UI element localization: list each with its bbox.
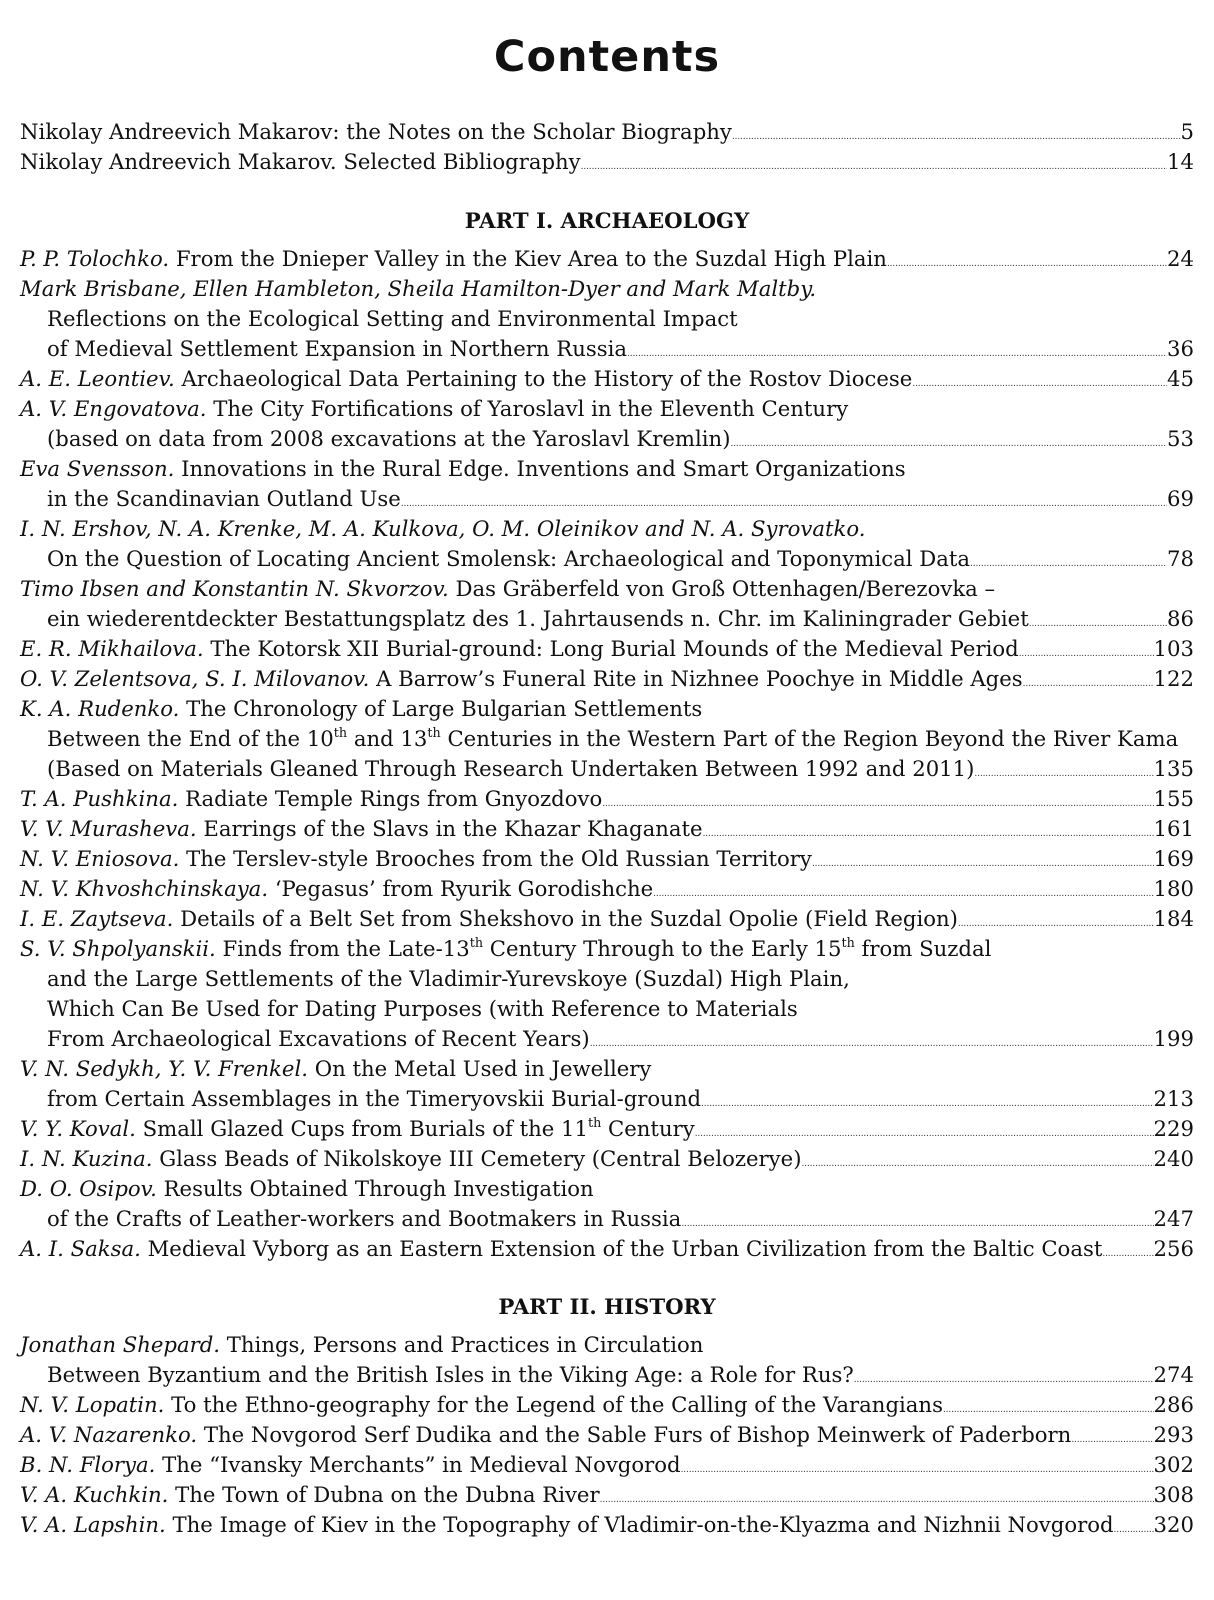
entry-author: V. V. Murasheva. — [20, 816, 197, 841]
toc-entry-line — [47, 604, 1194, 634]
page-number: 180 — [1153, 876, 1194, 901]
toc-entry-line — [20, 784, 1194, 814]
toc-entry-line — [20, 1144, 1194, 1174]
page-number: 24 — [1167, 246, 1194, 271]
entry-title: Between the End of the 10th and 13th Centuries in the Western Part of the Region Beyond the River Kama — [47, 725, 1179, 751]
toc-entry-line — [47, 1360, 1194, 1390]
entry-author: V. Y. Koval. — [20, 1116, 136, 1141]
toc-entry-line — [47, 1084, 1194, 1114]
entry-title: N. V. Lopatin. To the Ethno-geography for the Legend of the Calling of the Varangians — [20, 1392, 943, 1417]
toc-entry-line — [47, 964, 1194, 994]
entry-author: N. V. Lopatin. — [20, 1392, 165, 1417]
entry-title: N. V. Eniosova. The Terslev-style Brooches from the Old Russian Territory — [20, 846, 812, 871]
page-number: 256 — [1153, 1236, 1194, 1261]
toc-entry-line — [20, 364, 1194, 394]
toc-entry-line — [47, 484, 1194, 514]
entry-title: T. A. Pushkina. Radiate Temple Rings from Gnyozdovo — [20, 786, 603, 811]
entry-title: B. N. Florya. The “Ivansky Merchants” in Medieval Novgorod — [20, 1452, 681, 1477]
entry-title: and the Large Settlements of the Vladimir-Yurevskoye (Suzdal) High Plain, — [47, 966, 850, 991]
toc-entry-line — [20, 814, 1194, 844]
entry-title: V. V. Murasheva. Earrings of the Slavs in the Khazar Khaganate — [20, 816, 703, 841]
toc-entry-line — [20, 574, 1194, 604]
page-number: 5 — [1180, 119, 1194, 144]
toc-entry-line — [47, 1204, 1194, 1234]
entry-author: N. V. Khvoshchinskaya. — [20, 876, 269, 901]
entry-author: E. R. Mikhailova. — [20, 636, 204, 661]
entry-title: I. N. Kuzina. Glass Beads of Nikolskoye III Cemetery (Central Belozerye) — [20, 1146, 802, 1171]
entry-title: A. V. Engovatova. The City Fortifications of Yaroslavl in the Eleventh Century — [20, 396, 849, 421]
toc-entry-line — [20, 1174, 1194, 1204]
toc-entry-line — [20, 664, 1194, 694]
toc-entry-line — [47, 994, 1194, 1024]
entry-title: N. V. Khvoshchinskaya. ‘Pegasus’ from Ryurik Gorodishche — [20, 876, 654, 901]
toc-entry-line — [20, 1510, 1194, 1540]
toc-entry-line — [20, 1054, 1194, 1084]
entry-title: P. P. Tolochko. From the Dnieper Valley in the Kiev Area to the Suzdal High Plain — [20, 246, 887, 271]
toc-entry — [20, 147, 1194, 177]
entry-title: V. A. Kuchkin. The Town of Dubna on the Dubna River — [20, 1482, 600, 1507]
toc-entry-line — [20, 274, 1194, 304]
entry-title: Nikolay Andreevich Makarov: the Notes on the Scholar Biography — [20, 119, 732, 144]
entry-author: Mark Brisbane, Ellen Hambleton, Sheila Hamilton-Dyer and Mark Maltby. — [20, 276, 817, 301]
entry-author: V. A. Kuchkin. — [20, 1482, 169, 1507]
page-number: 247 — [1153, 1206, 1194, 1231]
toc-entry-line — [20, 904, 1194, 934]
entry-title: E. R. Mikhailova. The Kotorsk XII Burial-ground: Long Burial Mounds of the Medieval Period — [20, 636, 1019, 661]
toc-entry-line — [20, 1390, 1194, 1420]
entry-author: K. A. Rudenko. — [20, 696, 180, 721]
toc-entry-line — [20, 454, 1194, 484]
page-title: Contents — [493, 32, 721, 82]
entry-author: A. V. Nazarenko. — [20, 1422, 198, 1447]
entry-title: in the Scandinavian Outland Use — [47, 486, 401, 511]
page-number: 45 — [1167, 366, 1194, 391]
page-number: 286 — [1153, 1392, 1194, 1417]
entry-author: V. N. Sedykh, Y. V. Frenkel. — [20, 1056, 308, 1081]
page-number: 240 — [1153, 1146, 1194, 1171]
entry-author: I. N. Ershov, N. A. Krenke, M. A. Kulkova, O. M. Oleinikov and N. A. Syrovatko. — [20, 516, 866, 541]
entry-author: T. A. Pushkina. — [20, 786, 179, 811]
entry-title: V. A. Lapshin. The Image of Kiev in the Topography of Vladimir-on-the-Klyazma and Nizhnii Novgorod — [20, 1512, 1114, 1537]
toc-entry-line — [47, 544, 1194, 574]
entry-author: V. A. Lapshin. — [20, 1512, 166, 1537]
entry-author: Jonathan Shepard. — [20, 1332, 221, 1357]
toc-entry-line — [47, 304, 1194, 334]
entry-title: V. N. Sedykh, Y. V. Frenkel. On the Metal Used in Jewellery — [20, 1056, 652, 1081]
entry-title: V. Y. Koval. Small Glazed Cups from Burials of the 11th Century — [20, 1115, 695, 1141]
toc-entry-line — [20, 844, 1194, 874]
entry-author: P. P. Tolochko. — [20, 246, 170, 271]
toc-entry-line — [20, 1480, 1194, 1510]
entry-title: A. I. Saksa. Medieval Vyborg as an Eastern Extension of the Urban Civilization from the Baltic Coast — [20, 1236, 1103, 1261]
toc-entry-line — [20, 1420, 1194, 1450]
page-number: 78 — [1167, 546, 1194, 571]
entry-title: I. E. Zaytseva. Details of a Belt Set from Shekshovo in the Suzdal Opolie (Field Region) — [20, 906, 958, 931]
entry-author: O. V. Zelentsova, S. I. Milovanov. — [20, 666, 370, 691]
entry-author: B. N. Florya. — [20, 1452, 156, 1477]
toc-entry — [20, 117, 1194, 147]
entry-author: Eva Svensson. — [20, 456, 175, 481]
page-number: 103 — [1153, 636, 1194, 661]
page-number: 161 — [1153, 816, 1194, 841]
toc-entry-line — [20, 934, 1194, 964]
page-number: 213 — [1153, 1086, 1194, 1111]
entry-author: N. V. Eniosova. — [20, 846, 180, 871]
entry-title: S. V. Shpolyanskii. Finds from the Late-13th Century Through to the Early 15th from Suzdal — [20, 935, 992, 961]
page-number: 69 — [1167, 486, 1194, 511]
entry-title: From Archaeological Excavations of Recent Years) — [47, 1026, 590, 1051]
entry-title: Jonathan Shepard. Things, Persons and Practices in Circulation — [20, 1332, 704, 1357]
entry-author: A. V. Engovatova. — [20, 396, 207, 421]
entry-author: I. N. Kuzina. — [20, 1146, 153, 1171]
toc-entry-line — [20, 1234, 1194, 1264]
page-number: 155 — [1153, 786, 1194, 811]
entry-title: Eva Svensson. Innovations in the Rural Edge. Inventions and Smart Organizations — [20, 456, 906, 481]
page-number: 122 — [1153, 666, 1194, 691]
part-heading: PART II. HISTORY — [498, 1294, 716, 1319]
entry-title: ein wiederentdeckter Bestattungsplatz des 1. Jahrtausends n. Chr. im Kaliningrader Gebiet — [47, 606, 1029, 631]
entry-author: S. V. Shpolyanskii. — [20, 936, 216, 961]
page-number: 86 — [1167, 606, 1194, 631]
entry-title: (based on data from 2008 excavations at the Yaroslavl Kremlin) — [47, 426, 731, 451]
entry-title: Reflections on the Ecological Setting and Environmental Impact — [47, 306, 738, 331]
entry-title: D. O. Osipov. Results Obtained Through Investigation — [20, 1176, 594, 1201]
toc-entry-line — [20, 514, 1194, 544]
toc-entry-line — [20, 1114, 1194, 1144]
toc-entry-line — [20, 244, 1194, 274]
entry-title: Nikolay Andreevich Makarov. Selected Bibliography — [20, 149, 581, 174]
leader-dots — [1114, 1510, 1154, 1545]
toc-entry-line — [20, 874, 1194, 904]
page-number: 302 — [1153, 1452, 1194, 1477]
page-number: 135 — [1153, 756, 1194, 781]
page-number: 320 — [1153, 1512, 1194, 1537]
leader-dots — [1102, 1234, 1153, 1269]
page-number: 308 — [1153, 1482, 1194, 1507]
page-number: 14 — [1167, 149, 1194, 174]
entry-title: of Medieval Settlement Expansion in Northern Russia — [47, 336, 628, 361]
toc-entry-line — [47, 724, 1194, 754]
page-number: 229 — [1153, 1116, 1194, 1141]
entry-title: from Certain Assemblages in the Timeryovskii Burial-ground — [47, 1086, 702, 1111]
entry-title — [20, 274, 816, 304]
toc-entry-line — [20, 634, 1194, 664]
toc-entry-line — [20, 1330, 1194, 1360]
part-heading: PART I. ARCHAEOLOGY — [464, 208, 750, 233]
entry-title: A. E. Leontiev. Archaeological Data Pertaining to the History of the Rostov Diocese — [20, 366, 913, 391]
entry-title: K. A. Rudenko. The Chronology of Large Bulgarian Settlements — [20, 696, 703, 721]
entry-author: A. E. Leontiev. — [20, 366, 175, 391]
page-number: 184 — [1153, 906, 1194, 931]
toc-entry-line — [47, 1024, 1194, 1054]
entry-title: Which Can Be Used for Dating Purposes (with Reference to Materials — [47, 996, 798, 1021]
toc-entry-line — [47, 754, 1194, 784]
toc-entry-line — [47, 334, 1194, 364]
entry-title: On the Question of Locating Ancient Smolensk: Archaeological and Toponymical Data — [47, 546, 971, 571]
entry-author: A. I. Saksa. — [20, 1236, 141, 1261]
page-number: 53 — [1167, 426, 1194, 451]
entry-title: Timo Ibsen and Konstantin N. Skvorzov. Das Gräberfeld von Groß Ottenhagen/Berezovka – — [20, 576, 996, 601]
toc-entry-line — [20, 1450, 1194, 1480]
entry-title: O. V. Zelentsova, S. I. Milovanov. A Barrow’s Funeral Rite in Nizhnee Poochye in Middle Ages — [20, 666, 1023, 691]
toc-entry-line — [20, 694, 1194, 724]
entry-title: (Based on Materials Gleaned Through Research Undertaken Between 1992 and 2011) — [47, 756, 975, 781]
toc-entry-line — [47, 424, 1194, 454]
entry-title — [20, 514, 865, 544]
page-number: 36 — [1167, 336, 1194, 361]
entry-title: of the Crafts of Leather-workers and Bootmakers in Russia — [47, 1206, 682, 1231]
entry-author: Timo Ibsen and Konstantin N. Skvorzov. — [20, 576, 449, 601]
page-number: 169 — [1153, 846, 1194, 871]
entry-title: Between Byzantium and the British Isles in the Viking Age: a Role for Rus? — [47, 1362, 854, 1387]
page-number: 199 — [1153, 1026, 1194, 1051]
entry-author: I. E. Zaytseva. — [20, 906, 174, 931]
page-number: 274 — [1153, 1362, 1194, 1387]
entry-author: D. O. Osipov. — [20, 1176, 157, 1201]
toc-entry-line — [20, 394, 1194, 424]
page-number: 293 — [1153, 1422, 1194, 1447]
entry-title: A. V. Nazarenko. The Novgorod Serf Dudika and the Sable Furs of Bishop Meinwerk of Paderborn — [20, 1422, 1072, 1447]
leader-dots — [581, 147, 1167, 182]
